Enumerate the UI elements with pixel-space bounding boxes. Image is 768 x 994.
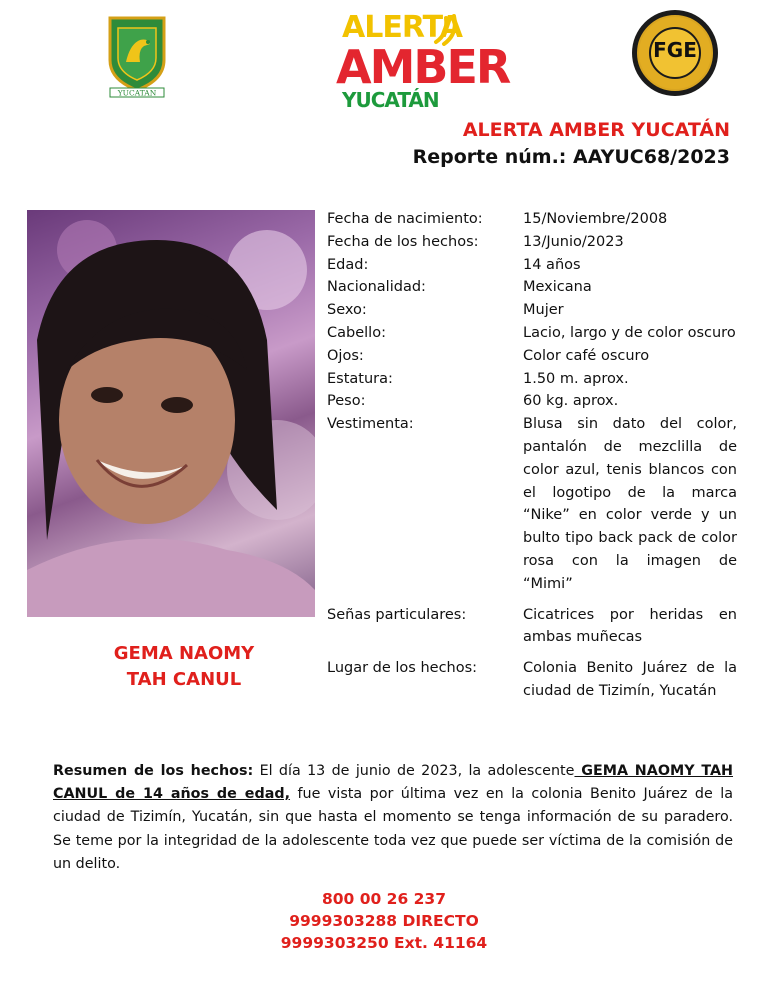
detail-label: Nacionalidad: [327, 279, 426, 296]
detail-value: Blusa sin dato del color, pantalón de mezclilla de color azul, tenis blancos con el logotipo de la marca “Nike” en color verde y un bulto tipo back pack de color rosa con la imagen de “Mimi” [523, 416, 737, 592]
fge-logo-text: FGE [653, 38, 697, 62]
detail-label: Lugar de los hechos: [327, 660, 478, 677]
summary-label: Resumen de los hechos: [53, 763, 254, 779]
detail-label: Vestimenta: [327, 416, 414, 433]
detail-row-age [327, 254, 737, 277]
phone-number: 9999303250 Ext. 41164 [280, 934, 488, 952]
yucatan-state-seal-logo [104, 14, 170, 98]
person-name-line-2: TAH CANUL [126, 669, 242, 690]
detail-value: Lacio, largo y de color oscuro [523, 324, 736, 341]
person-name-line-1: GEMA NAOMY [113, 643, 255, 664]
detail-label: Cabello: [327, 324, 386, 341]
detail-label: Edad: [327, 256, 369, 273]
detail-label: Fecha de los hechos: [327, 233, 479, 250]
detail-value: 14 años [523, 256, 581, 273]
detail-row-location [327, 657, 737, 703]
detail-row-sex [327, 299, 737, 322]
detail-label: Ojos: [327, 347, 364, 364]
detail-row-height [327, 368, 737, 391]
phone-number: 9999303288 DIRECTO [289, 912, 479, 930]
summary-text-after: fue vista por última vez en la colonia Benito Juárez de la ciudad de Tizimín, Yucatán, sin que hasta el momento se tenga información de su paradero. Se teme por la integridad de la adolescente toda vez que puede ser víctima de la comisión de un delito. [53, 786, 733, 872]
detail-row-weight [327, 390, 737, 413]
alerta-amber-logo [336, 10, 510, 112]
fge-logo [632, 10, 718, 96]
detail-value: Mexicana [523, 279, 592, 296]
event-summary [53, 760, 733, 876]
detail-row-nationality [327, 276, 737, 299]
missing-person-photo [27, 210, 315, 617]
detail-row-distinguishing-marks [327, 604, 737, 650]
detail-label: Fecha de nacimiento: [327, 211, 483, 227]
detail-label: Señas particulares: [327, 606, 467, 623]
detail-label: Estatura: [327, 370, 393, 387]
person-details [327, 208, 737, 703]
seal-text: YUCATAN [117, 88, 157, 98]
detail-value: 15/Noviembre/2008 [523, 211, 668, 227]
detail-row-clothing [327, 413, 737, 595]
detail-label: Sexo: [327, 302, 367, 319]
amber-logo-line-3: YUCATÁN [342, 88, 439, 112]
report-number: Reporte núm.: AAYUC68/2023 [412, 146, 730, 168]
detail-value: 60 kg. aprox. [523, 393, 619, 410]
amber-logo-line-1: ALERTA [342, 10, 462, 45]
detail-value: Cicatrices por heridas en ambas muñecas [523, 606, 737, 646]
detail-value: Colonia Benito Juárez de la ciudad de Tizimín, Yucatán [523, 660, 737, 699]
detail-row-event-date [327, 231, 737, 254]
amber-logo-line-2: AMBER [336, 40, 510, 94]
detail-label: Peso: [327, 393, 366, 410]
detail-value: Mujer [523, 302, 564, 319]
detail-value: 13/Junio/2023 [523, 233, 624, 250]
detail-row-eyes [327, 345, 737, 368]
detail-value: Color café oscuro [523, 347, 650, 364]
contact-numbers [0, 888, 768, 954]
summary-text-before: El día 13 de junio de 2023, la adolescente [253, 763, 575, 779]
summary-highlight: GEMA NAOMY TAH CANUL de 14 años de edad, [53, 763, 734, 803]
alert-title: ALERTA AMBER YUCATÁN [462, 119, 730, 141]
detail-value: 1.50 m. aprox. [523, 370, 629, 387]
detail-row-hair [327, 322, 737, 345]
detail-row-birthdate [327, 208, 737, 231]
phone-number: 800 00 26 237 [321, 890, 447, 908]
